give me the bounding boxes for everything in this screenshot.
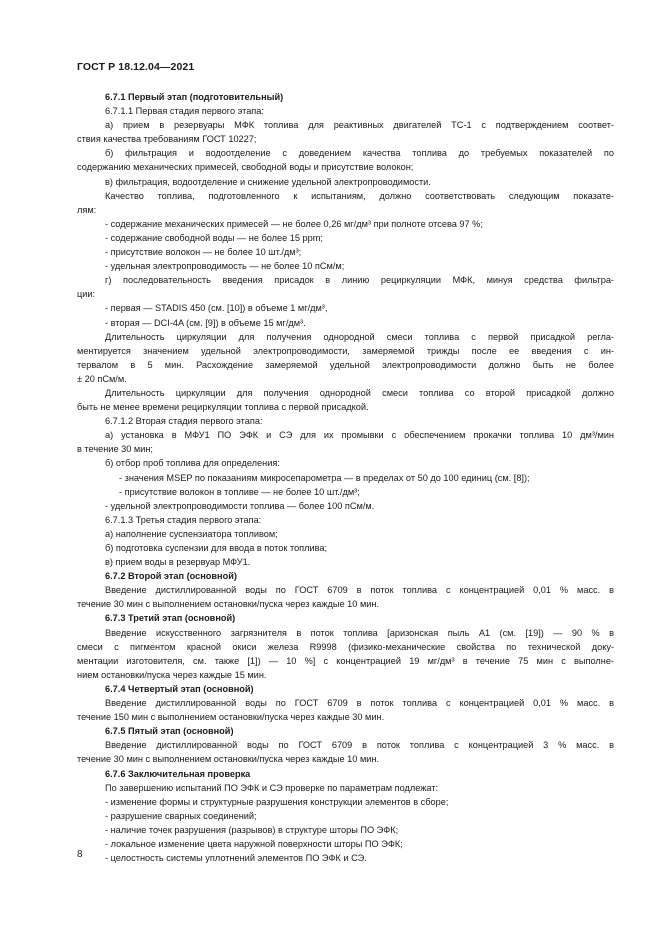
text-line: 6.7.1.2 Вторая стадия первого этапа: — [105, 416, 263, 427]
text-line: - наличие точек разрушения (разрывов) в структуре шторы ПО ЭФК; — [105, 824, 399, 835]
text-line: ментируется значением удельной электропроводимости, замеряемой трижды после ее введения с ин- — [77, 345, 614, 356]
text-line: 6.7.1 Первый этап (подготовительный) — [105, 92, 284, 102]
text-line: 6.7.1.1 Первая стадия первого этапа: — [105, 106, 264, 117]
page-number: 8 — [77, 849, 83, 860]
text-line: - удельной электропроводимости топлива — более 100 пСм/м. — [105, 500, 375, 511]
text-line: - присутствие волокон в топливе — не более 10 шт./дм³; — [119, 486, 360, 497]
text-line: Введение дистиллированной воды по ГОСТ 6709 в поток топлива с концентрацией 0,01 % масс. в — [105, 698, 614, 709]
text-line: в) фильтрация, водоотделение и снижение удельной электропроводимости. — [105, 176, 431, 187]
text-line: - значения MSEP по показаниям микросепарометра — в пределах от 50 до 100 единиц (см. [8]); — [119, 472, 530, 483]
text-line: а) установка в МФУ1 ПО ЭФК и СЭ для их промывки с обеспечением прокачки топлива 10 дм³/мин — [105, 430, 614, 441]
text-line: быть не менее времени рециркуляции топлива с первой присадкой. — [77, 402, 369, 413]
text-line: - локальное изменение цвета наружной поверхности шторы ПО ЭФК; — [105, 838, 403, 849]
text-line: - целостность системы уплотнений элементов ПО ЭФК и СЭ. — [105, 853, 367, 864]
text-line: тервалом в 5 мин. Расхождение замеряемой удельной электропроводимости должно быть не более — [77, 359, 614, 370]
text-line: - первая — STADIS 450 (см. [10]) в объеме 1 мг/дм³, — [105, 303, 328, 314]
text-line: 6.7.4 Четвертый этап (основной) — [105, 683, 254, 694]
text-line: Длительность циркуляции для получения однородной смеси топлива со второй присадкой должно — [105, 387, 614, 398]
text-line: - содержание свободной воды — не более 15 ppm; — [105, 232, 323, 243]
text-line: - содержание механических примесей — не более 0,26 мг/дм³ при полноте отсева 97 %; — [105, 218, 483, 229]
document-header: ГОСТ Р 18.12.04—2021 — [77, 61, 195, 73]
text-line: в течение 30 мин; — [77, 444, 153, 455]
text-line: ментации изготовителя, см. также [1]) — 10 %] с концентрацией 19 мг/дм³ в течение 75 мин с выполне- — [77, 655, 614, 666]
text-line: б) подготовка суспензии для ввода в поток топлива; — [105, 543, 328, 553]
text-line: содержанию механических примесей, свободной воды и присутствие волокон; — [77, 162, 414, 173]
text-line: Длительность циркуляции для получения однородной смеси топлива с первой присадкой регла- — [105, 331, 614, 342]
text-line: - присутствие волокон — не более 10 шт./дм³; — [105, 247, 302, 258]
text-line: 6.7.2 Второй этап (основной) — [105, 571, 237, 582]
text-line: а) наполнение суспензиатора топливом; — [105, 528, 278, 539]
text-line: б) фильтрация и водоотделение с доведением качества топлива до требуемых показателей по — [105, 148, 614, 159]
text-line: 6.7.5 Пятый этап (основной) — [105, 726, 234, 737]
text-line: Введение дистиллированной воды по ГОСТ 6709 в поток топлива с концентрацией 0,01 % масс. в — [105, 585, 614, 596]
text-line: 6.7.1.3 Третья стадия первого этапа: — [105, 514, 262, 525]
text-line: - вторая — DCI-4A (см. [9]) в объеме 15 мг/дм³. — [105, 317, 306, 328]
text-line: Введение дистиллированной воды по ГОСТ 6709 в поток топлива с концентрацией 3 % масс. в — [105, 740, 614, 751]
text-line: в) прием воды в резервуар МФУ1. — [105, 557, 251, 568]
text-line: а) прием в резервуары МФК топлива для реактивных двигателей ТС-1 с подтверждением соответ- — [105, 120, 614, 131]
text-line: Введение искусственного загрязнителя в поток топлива [аризонская пыль A1 (см. [19]) — 90 % в — [105, 627, 614, 638]
text-line: нием остановки/пуска через каждые 15 мин. — [77, 669, 267, 680]
text-line: По завершению испытаний ПО ЭФК и СЭ проверке по параметрам подлежат: — [105, 782, 439, 793]
text-line: лям: — [77, 204, 97, 215]
text-line: 6.7.3 Третий этап (основной) — [105, 613, 236, 624]
document-body — [77, 90, 614, 865]
text-line: - удельная электропроводимость — не более 10 пСм/м; — [105, 261, 345, 272]
text-line: - разрушение сварных соединений; — [105, 810, 257, 821]
text-line: 6.7.6 Заключительная проверка — [105, 768, 251, 779]
text-line: Качество топлива, подготовленного к испытаниям, должно соответствовать следующим показате- — [105, 190, 614, 201]
text-line: течение 150 мин с выполнением остановки/пуска через каждые 30 мин. — [77, 712, 385, 723]
text-line: - изменение формы и структурные разрушения конструкции элементов в сборе; — [105, 796, 449, 807]
text-line: смеси с пигментом красной окиси железа R9998 (физико-механические свойства по технической доку- — [77, 641, 614, 652]
text-line: ± 20 пСм/м. — [77, 373, 127, 384]
text-line: ствия качества требованиям ГОСТ 10227; — [77, 134, 257, 145]
text-line: б) отбор проб топлива для определения: — [105, 458, 280, 469]
text-line: ции: — [77, 289, 96, 300]
text-line: течение 30 мин с выполнением остановки/пуска через каждые 10 мин. — [77, 754, 380, 765]
text-line: течение 30 мин с выполнением остановки/пуска через каждые 10 мин. — [77, 599, 380, 610]
text-line: г) последовательность введения присадок в линию рециркуляции МФК, минуя средства фильтра- — [105, 275, 614, 286]
